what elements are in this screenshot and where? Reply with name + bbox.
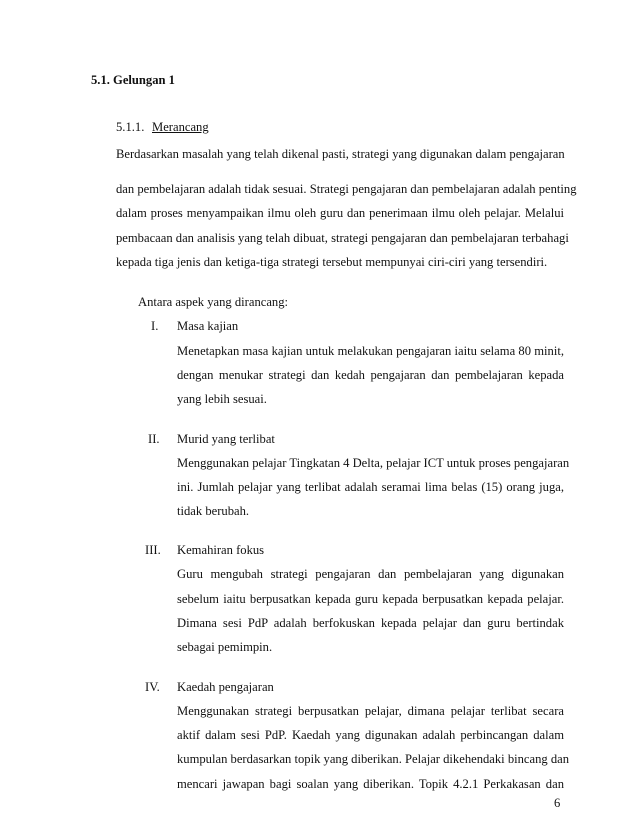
item-numeral: III. [145, 543, 161, 557]
item-line: Menetapkan masa kajian untuk melakukan pengajaran iaitu selama 80 minit, [177, 344, 564, 358]
intro-line: dalam proses menyampaikan ilmu oleh guru dan penerimaan ilmu oleh pelajar. Melalui [116, 206, 564, 220]
item-numeral: I. [151, 319, 159, 333]
item-line: dengan menukar strategi dan kedah pengajaran dan pembelajaran kepada [177, 368, 564, 382]
intro-line: pembacaan dan analisis yang telah dibuat, strategi pengajaran dan pembelajaran terbahagi [116, 231, 569, 245]
item-line: Menggunakan pelajar Tingkatan 4 Delta, pelajar ICT untuk proses pengajaran [177, 456, 570, 470]
item-line: mencari jawapan bagi soalan yang diberikan. Topik 4.2.1 Perkakasan dan [177, 777, 564, 791]
item-line: aktif dalam sesi PdP. Kaedah yang digunakan adalah perbincangan dalam [177, 728, 564, 742]
subsection-number: 5.1.1. [116, 120, 145, 134]
item-numeral: II. [148, 432, 160, 446]
item-line: tidak berubah. [177, 504, 250, 518]
item-line: ini. Jumlah pelajar yang terlibat adalah seramai lima belas (15) orang juga, [177, 480, 564, 494]
section-heading: 5.1. Gelungan 1 [91, 73, 175, 87]
intro-line: kepada tiga jenis dan ketiga-tiga strategi tersebut mempunyai ciri-ciri yang tersendiri. [116, 255, 548, 269]
intro-line: dan pembelajaran adalah tidak sesuai. Strategi pengajaran dan pembelajaran adalah penting [116, 182, 577, 196]
intro-line: Berdasarkan masalah yang telah dikenal pasti, strategi yang digunakan dalam pengajaran [116, 147, 565, 161]
item-line: yang lebih sesuai. [177, 392, 267, 406]
item-line: sebelum iaitu berpusatkan kepada guru kepada berpusatkan kepada pelajar. [177, 592, 564, 606]
subsection-title: Merancang [152, 120, 209, 134]
item-line: sebagai pemimpin. [177, 640, 273, 654]
item-title: Kemahiran fokus [177, 543, 265, 557]
item-title: Masa kajian [177, 319, 239, 333]
item-numeral: IV. [145, 680, 160, 694]
item-line: Guru mengubah strategi pengajaran dan pembelajaran yang digunakan [177, 567, 564, 581]
item-title: Kaedah pengajaran [177, 680, 274, 694]
item-title: Murid yang terlibat [177, 432, 275, 446]
item-line: kumpulan berdasarkan topik yang diberikan. Pelajar dikehendaki bincang dan [177, 752, 570, 766]
page-number: 6 [554, 796, 561, 810]
item-line: Menggunakan strategi berpusatkan pelajar, dimana pelajar terlibat secara [177, 704, 564, 718]
aspects-heading: Antara aspek yang dirancang: [138, 295, 289, 309]
item-line: Dimana sesi PdP adalah berfokuskan kepada pelajar dan guru bertindak [177, 616, 564, 630]
